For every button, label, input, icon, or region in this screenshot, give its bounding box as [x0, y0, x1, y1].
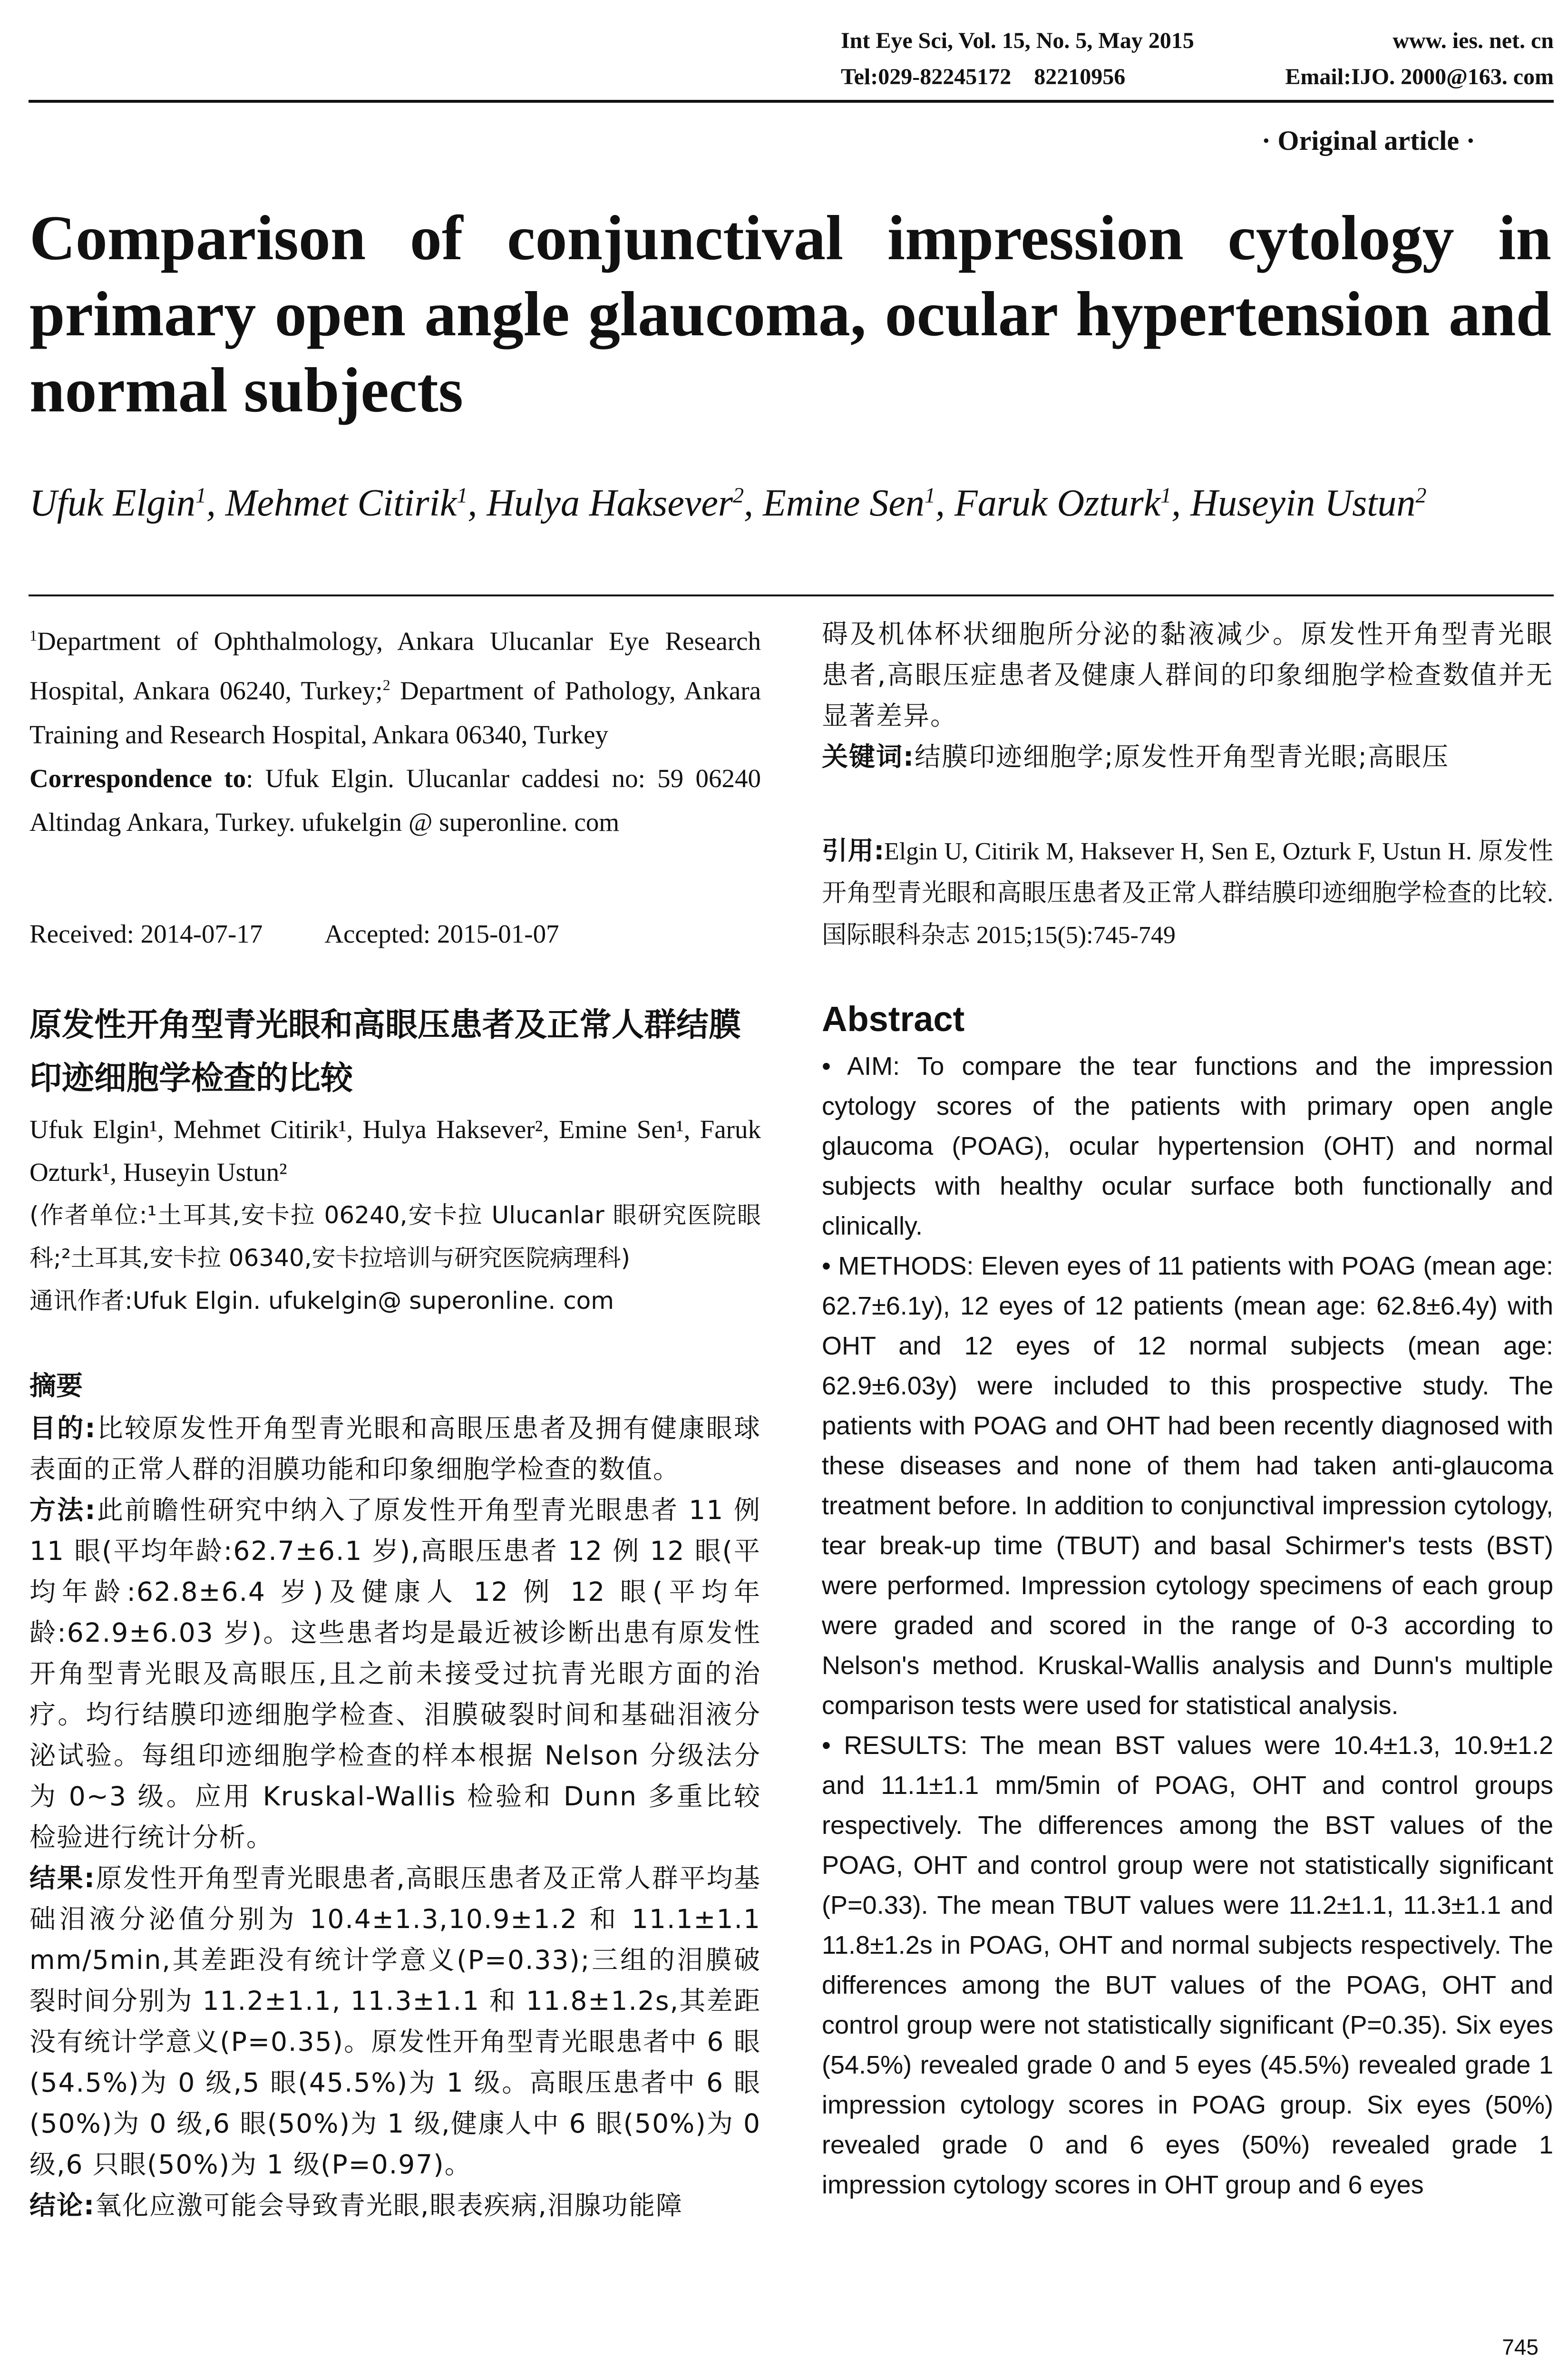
chinese-abstract-body — [29, 1408, 761, 2226]
journal-tel: Tel:029-82245172 82210956 — [841, 64, 1126, 89]
citation-label: 引用: — [822, 836, 885, 866]
author: Huseyin Ustun$^2$ — [1190, 482, 1427, 524]
journal-info: Int Eye Sci, Vol. 15, No. 5, May 2015 — [841, 28, 1194, 53]
page-number: 745 — [1502, 2335, 1539, 2359]
abstract-methods: • METHODS: Eleven eyes of 11 patients with POAG (mean age: 62.7±6.1y), 12 eyes of 12 patients (mean age: 62.8±6.4y) with OHT and 12 eyes of 12 normal subjects (mean age: 62.9±6.03y) were included to this prospective study. The patients with POAG and OHT had been recently diagnosed with these diseases and none of them had taken anti-glaucoma treatment before. In addition to conjunctival impression cytology, tear break-up time (TBUT) and basal Schirmer's tests (BST) were performed. Impression cytology specimens of each group were graded and scored in the range of 0-3 according to Nelson's method. Kruskal-Wallis analysis and Dunn's multiple comparison tests were used for statistical analysis. — [822, 1252, 1553, 1720]
affiliation-text: $^1$Department of Ophthalmology, Ankara Ulucanlar Eye Research Hospital, Ankara 06240, Turkey;$^2$ Department of Pathology, Ankara Training and Research Hospital, Ankara 06340, Turkey — [29, 626, 761, 749]
article-type: · Original article · — [1261, 125, 1475, 156]
cn-methods: 方法:此前瞻性研究中纳入了原发性开角型青光眼患者 11 例 11 眼(平均年龄:62.7±6.1 岁),高眼压患者 12 例 12 眼(平均年龄:62.8±6.4 岁)及健康人 12 例 12 眼(平均年龄:62.9±6.03 岁)。这些患者均是最近被诊断出患有原发性开角型青光眼及高眼压,且之前未接受过抗青光眼方面的治疗。均行结膜印迹细胞学检查、泪膜破裂时间和基础泪液分泌试验。每组印迹细胞学检查的样本根据 Nelson 分级法分为 0~3 级。应用 Kruskal-Wallis 检验和 Dunn 多重比较检验进行统计分析。 — [29, 1495, 761, 1852]
accepted-date: Accepted: 2015-01-07 — [324, 919, 559, 948]
cn-conclusion: 结论:氧化应激可能会导致青光眼,眼表疾病,泪腺功能障 — [29, 2190, 683, 2221]
running-header — [0, 24, 1568, 105]
correspondence-label: Correspondence to — [29, 763, 246, 793]
chinese-abstract-heading: 摘要 — [29, 1371, 83, 1402]
citation-text: Elgin U, Citirik M, Haksever H, Sen E, Ozturk F, Ustun H. 原发性开角型青光眼和高眼压患者及正常人群结膜印迹细胞学检查的比较. 国际眼科杂志 2015;15(5):745-749 — [822, 838, 1553, 949]
chinese-abstract-continued — [822, 614, 1553, 777]
chinese-correspondence: 通讯作者:Ufuk Elgin. ufukelgin@ superonline. com — [29, 1287, 614, 1315]
author: Mehmet Citirik$^1$, — [225, 482, 487, 524]
cn-results: 结果:原发性开角型青光眼患者,高眼压患者及正常人群平均基础泪液分泌值分别为 10.4±1.3,10.9±1.2 和 11.1±1.1 mm/5min,其差距没有统计学意义(P=0.33);三组的泪膜破裂时间分别为 11.2±1.1, 11.3±1.1 和 11.8±1.2s,其差距没有统计学意义(P=0.35)。原发性开角型青光眼患者中 6 眼(54.5%)为 0 级,5 眼(45.5%)为 1 级。高眼压患者中 6 眼(50%)为 0 级,6 眼(50%)为 1 级,健康人中 6 眼(50%)为 0 级,6 只眼(50%)为 1 级(P=0.97)。 — [29, 1863, 761, 2180]
journal-website: www. ies. net. cn — [1393, 28, 1554, 53]
chinese-author-line: Ufuk Elgin¹, Mehmet Citirik¹, Hulya Haksever², Emine Sen¹, Faruk Ozturk¹, Huseyin Ustun² — [29, 1115, 761, 1187]
author: Hulya Haksever$^2$, — [487, 482, 763, 524]
correspondence — [29, 757, 761, 844]
author-list — [29, 468, 1551, 530]
affiliations — [29, 614, 761, 844]
article-dates — [29, 919, 559, 949]
abstract-aim: • AIM: To compare the tear functions and the impression cytology scores of the patients with primary open angle glaucoma (POAG), ocular hypertension (OHT) and normal subjects with healthy ocular surface both functionally and clinically. — [822, 1052, 1553, 1240]
journal-email: Email:IJO. 2000@163. com — [1285, 64, 1554, 89]
header-divider — [29, 100, 1554, 103]
author: Emine Sen$^1$, — [762, 482, 954, 524]
abstract-heading: Abstract — [822, 999, 965, 1039]
title-divider — [29, 594, 1554, 596]
abstract-body — [822, 1046, 1553, 2205]
citation — [822, 830, 1553, 956]
received-date: Received: 2014-07-17 — [29, 919, 263, 948]
author: Ufuk Elgin$^1$, — [29, 482, 225, 524]
chinese-title: 原发性开角型青光眼和高眼压患者及正常人群结膜印迹细胞学检查的比较 — [29, 1006, 741, 1097]
cn-keywords: 关键词:结膜印迹细胞学;原发性开角型青光眼;高眼压 — [822, 741, 1450, 772]
author: Faruk Ozturk$^1$, — [954, 482, 1191, 524]
chinese-author-units: (作者单位:¹土耳其,安卡拉 06240,安卡拉 Ulucanlar 眼研究医院眼科;²土耳其,安卡拉 06340,安卡拉培训与研究医院病理科) — [29, 1201, 761, 1272]
cn-purpose: 目的:比较原发性开角型青光眼和高眼压患者及拥有健康眼球表面的正常人群的泪膜功能和印象细胞学检查的数值。 — [29, 1413, 761, 1484]
abstract-results: • RESULTS: The mean BST values were 10.4±1.3, 10.9±1.2 and 11.1±1.1 mm/5min of POAG, OHT and control groups respectively. The differences among the BST values of the POAG, OHT and control group were not statistically significant (P=0.33). The mean TBUT values were 11.2±1.1, 11.3±1.1 and 11.8±1.2s in POAG, OHT and normal subjects respectively. The differences among the BUT values of the POAG, OHT and control group were not statistically significant (P=0.35). Six eyes (54.5%) revealed grade 0 and 5 eyes (45.5%) revealed grade 1 impression cytology scores in POAG group. Six eyes (50%) revealed grade 0 and 6 eyes (50%) revealed grade 1 impression cytology scores in OHT group and 6 eyes — [822, 1731, 1553, 2199]
correspondence-text: : Ufuk Elgin. Ulucanlar caddesi no: 59 06240 Altindag Ankara, Turkey. ufukelgin @ superonline. com — [29, 763, 761, 837]
chinese-authors — [29, 1108, 761, 1322]
cn-conclusion-continued: 碍及机体杯状细胞所分泌的黏液减少。原发性开角型青光眼患者,高眼压症患者及健康人群间的印象细胞学检查数值并无显著差异。 — [822, 619, 1553, 731]
article-title: Comparison of conjunctival impression cytology in primary open angle glaucoma, ocular hypertension and normal subjects — [29, 203, 1551, 425]
